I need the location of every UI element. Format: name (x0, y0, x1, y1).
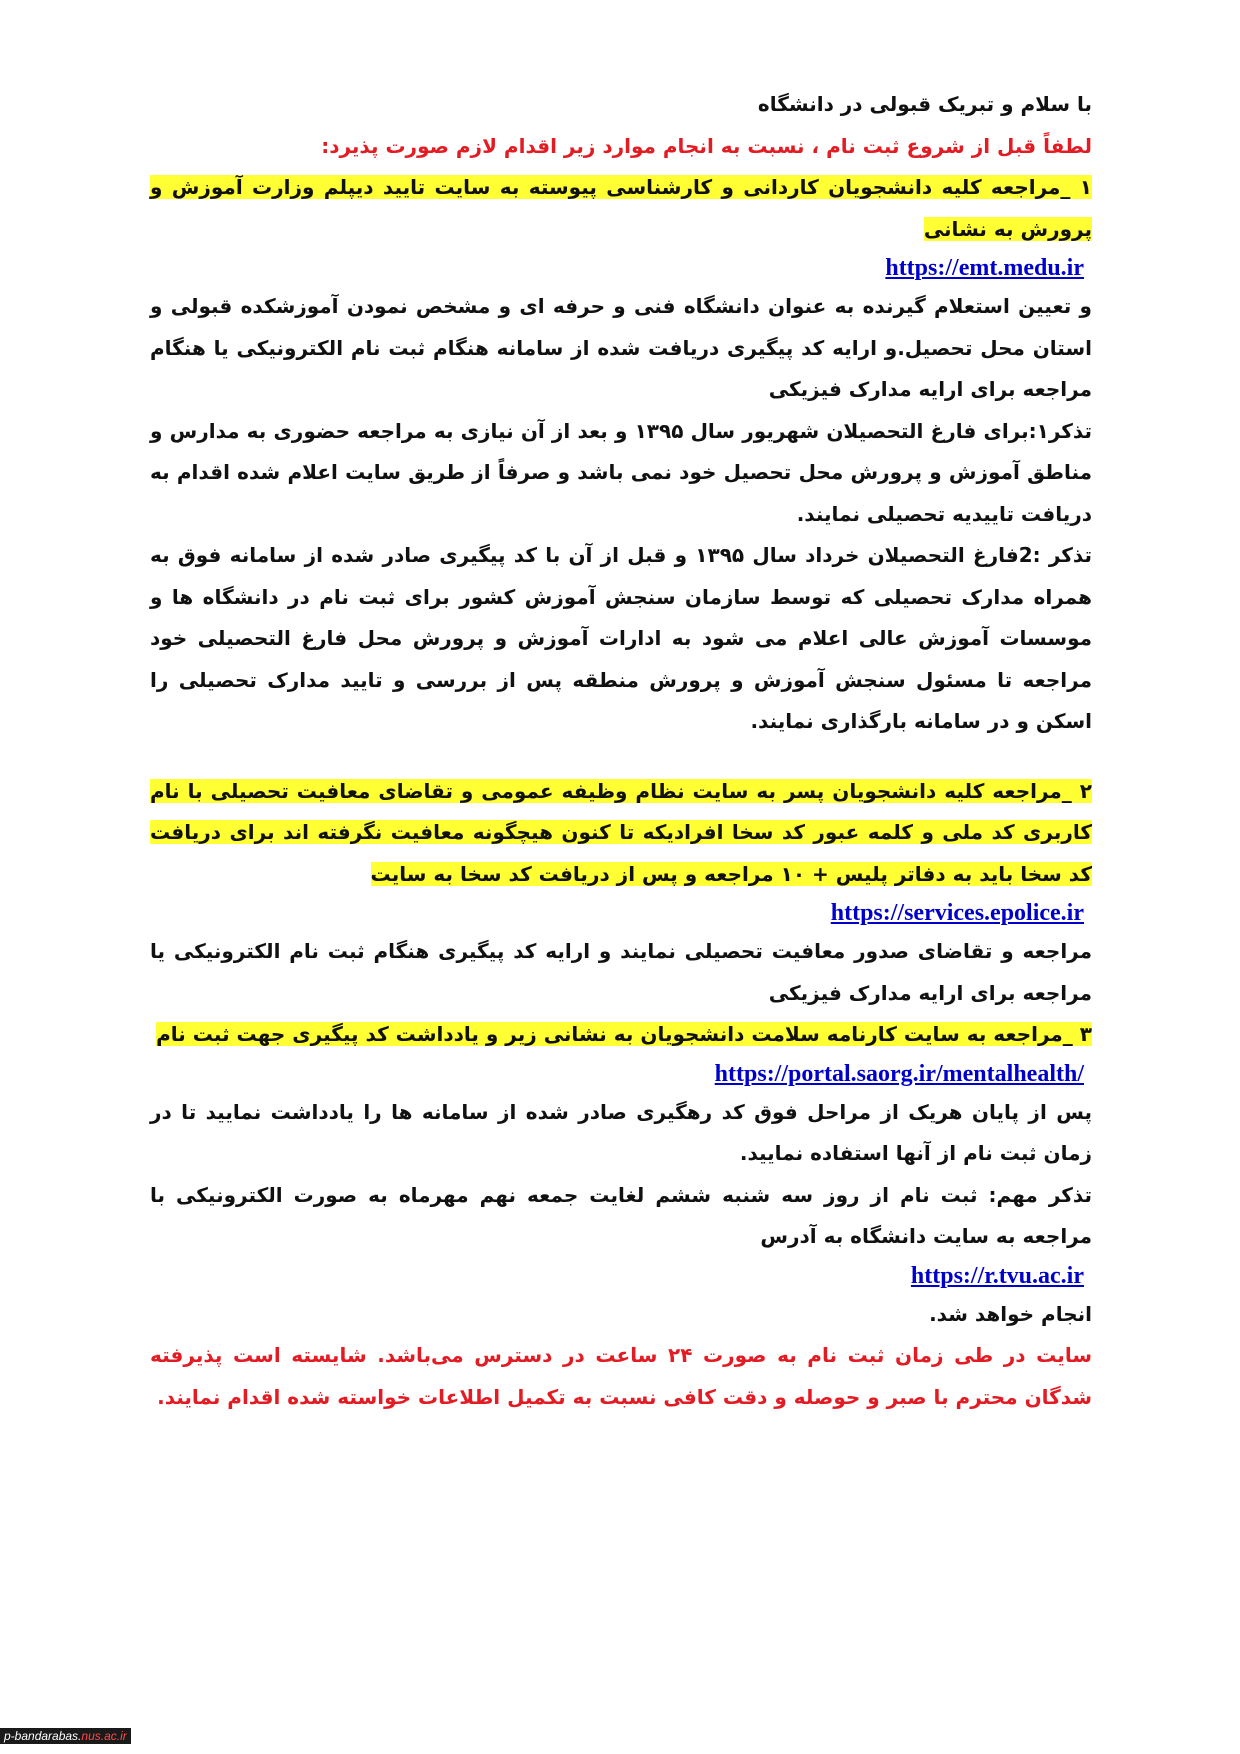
section-spacer (150, 743, 1092, 771)
important-note: تذکر مهم: ثبت نام از روز سه شنبه ششم لغایت جمعه نهم مهرماه به صورت الکترونیکی با مراجعه به سایت دانشگاه به آدرس (150, 1182, 1092, 1248)
announcement-document (150, 84, 1092, 1418)
watermark-domain: nus.ac.ir (81, 1729, 127, 1743)
step1-title-highlight: ۱ _مراجعه کلیه دانشجویان کاردانی و کارشناسی پیوسته به سایت تایید دیپلم وزارت آموزش و پرورش به نشانی (150, 175, 1092, 241)
watermark-prefix: p-bandarabas. (4, 1729, 82, 1743)
source-watermark (0, 1728, 131, 1744)
step2-link[interactable]: https://services.epolice.ir (830, 900, 1084, 926)
closing-paragraph: سایت در طی زمان ثبت نام به صورت ۲۴ ساعت در دسترس می‌باشد. شایسته است پذیرفته شدگان محترم با صبر و حوصله و دقت کافی نسبت به تکمیل اطلاعات خواسته شده اقدام نمایند. (150, 1343, 1092, 1409)
step1-note2: تذکر :2فارغ التحصیلان خرداد سال ۱۳۹۵ و قبل از آن با کد پیگیری صادر شده از سامانه فوق به همراه مدارک تحصیلی که توسط سازمان سنجش آموزش کشور برای ثبت نام در دانشگاه ها و موسسات آموزش عالی اعلام می شود به ادارات آموزش و پرورش محل فارغ التحصیلی خود مراجعه تا مسئول سنجش آموزش و پرورش منطقه پس از بررسی و تایید مدارک تحصیلی را اسکن و در سامانه بارگذاری نمایند. (150, 543, 1092, 733)
step3-title (150, 1014, 1092, 1056)
step3-body: پس از پایان هریک از مراحل فوق کد رهگیری صادر شده از سامانه ها را یادداشت نمایید تا در زمان ثبت نام از آنها استفاده نمایید. (150, 1099, 1092, 1165)
step1-link[interactable]: https://emt.medu.ir (885, 255, 1084, 281)
step2-body: مراجعه و تقاضای صدور معافیت تحصیلی نمایند و ارایه کد پیگیری هنگام ثبت نام الکترونیکی یا مراجعه برای ارایه مدارک فیزیکی (150, 939, 1092, 1005)
step1-body: و تعیین استعلام گیرنده به عنوان دانشگاه فنی و حرفه ای و مشخص نمودن آموزشکده قبولی و استان محل تحصیل.و ارایه کد پیگیری دریافت شده از سامانه هنگام ثبت نام الکترونیکی یا هنگام مراجعه برای ارایه مدارک فیزیکی (150, 294, 1092, 401)
step2-title (150, 771, 1092, 896)
important-done: انجام خواهد شد. (929, 1301, 1092, 1326)
step3-title-highlight: ۳ _مراجعه به سایت کارنامه سلامت دانشجویان به نشانی زیر و یادداشت کد پیگیری جهت ثبت نام (156, 1022, 1092, 1046)
step3-link[interactable]: https://portal.saorg.ir/mentalhealth/ (714, 1060, 1084, 1087)
step2-title-highlight: ۲ _مراجعه کلیه دانشجویان پسر به سایت نظام وظیفه عمومی و تقاضای معافیت تحصیلی با نام کاربری کد ملی و کلمه عبور کد سخا افرادیکه تا کنون هیچگونه معافیت نگرفته اند برای دریافت کد سخا باید به دفاتر پلیس + ۱۰ مراجعه و پس از دریافت کد سخا به سایت (150, 778, 1092, 886)
step1-note1: تذکر۱:برای فارغ التحصیلان شهریور سال ۱۳۹۵ و بعد از آن نیازی به مراجعه حضوری به مدارس و مناطق آموزش و پرورش محل تحصیل خود نمی باشد و صرفاً از طریق سایت اعلام شده اقدام به دریافت تاییدیه تحصیلی نمایند. (150, 418, 1092, 526)
greeting-line: با سلام و تبریک قبولی در دانشگاه (757, 92, 1092, 116)
intro-line: لطفاً قبل از شروع ثبت نام ، نسبت به انجام موارد زیر اقدام لازم صورت پذیرد: (321, 133, 1092, 158)
step1-title (150, 167, 1092, 250)
registration-link[interactable]: https://r.tvu.ac.ir (910, 1262, 1084, 1289)
